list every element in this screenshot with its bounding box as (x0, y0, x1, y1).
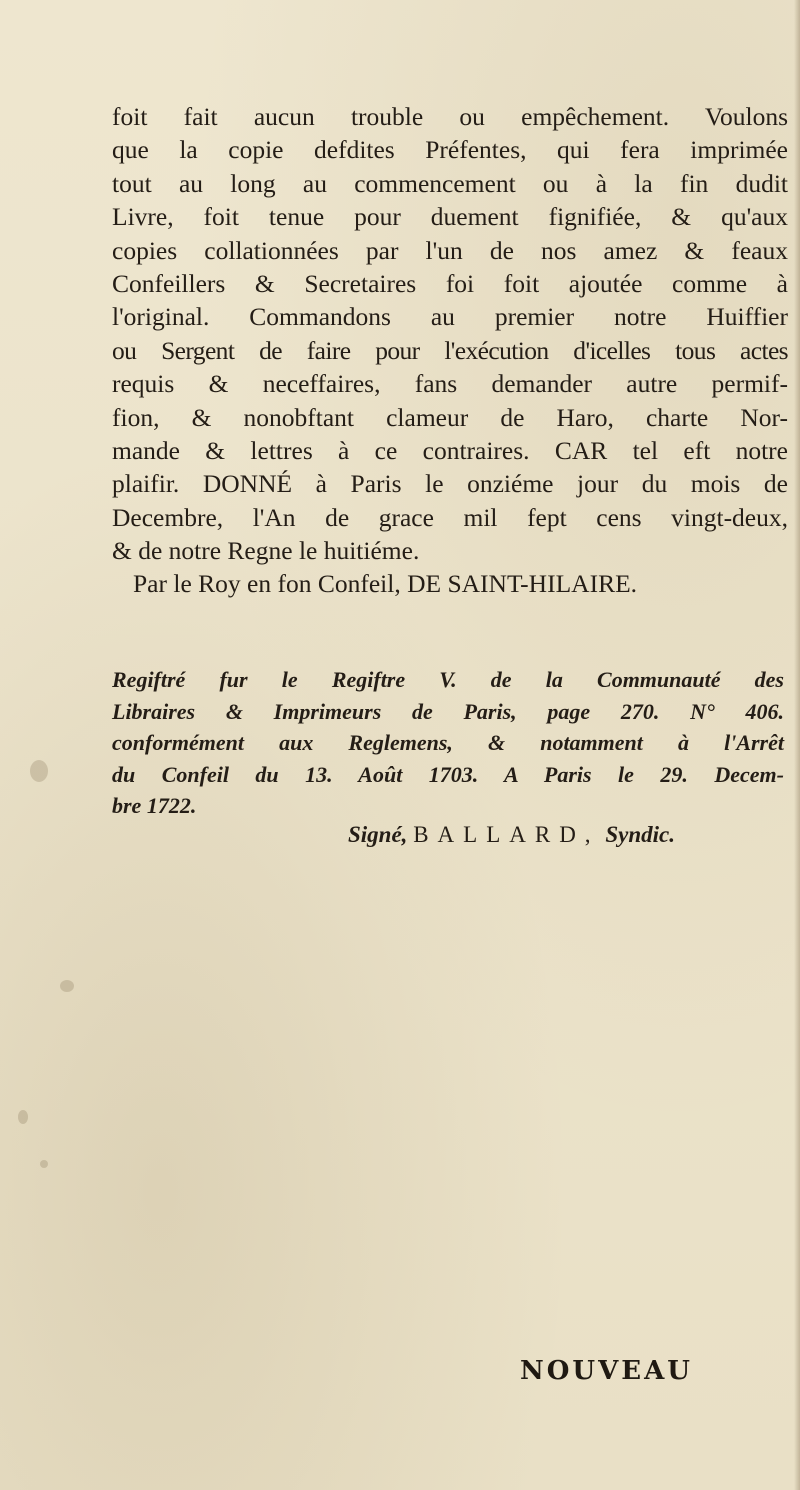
text-line: fion, & nonobftant clameur de Haro, charte Nor- (112, 402, 788, 432)
royal-signature-line: Par le Roy en fon Confeil, DE SAINT-HILAIRE. (133, 569, 638, 599)
syndic-signature (348, 820, 675, 850)
text-line: ou Sergent de faire pour l'exécution d'icelles tous actes (112, 335, 788, 365)
registration-line: du Confeil du 13. Août 1703. A Paris le 29. Decem- (112, 761, 784, 787)
registration-line: Libraires & Imprimeurs de Paris, page 270. N° 406. (112, 698, 784, 724)
text-line: tout au long au commencement ou à la fin dudit (112, 168, 788, 198)
syndic-title: Syndic. (605, 822, 675, 847)
royal-privilege-text (112, 100, 788, 601)
text-line: l'original. Commandons au premier notre Huiffier (112, 302, 788, 332)
text-line: que la copie defdites Préfentes, qui fera imprimée (112, 135, 788, 165)
registration-notice (112, 664, 784, 822)
text-line: requis & neceffaires, fans demander autre permif- (112, 369, 788, 399)
text-line: plaifir. DONNÉ à Paris le onziéme jour du mois de (112, 469, 788, 499)
foxing-stain (30, 760, 48, 782)
text-line: Livre, foit tenue pour duement fignifiée, & qu'aux (112, 202, 788, 232)
foxing-stain (18, 1110, 28, 1124)
registration-line: Regiftré fur le Regiftre V. de la Communauté des (112, 667, 784, 692)
text-line: Confeillers & Secretaires foi foit ajoutée comme à (112, 268, 788, 298)
signed-label: Signé, (348, 822, 408, 847)
foxing-stain (60, 980, 74, 992)
text-line: copies collationnées par l'un de nos amez & feaux (112, 235, 788, 265)
text-line: & de notre Regne le huitiéme. (112, 536, 420, 566)
page-edge-shadow (794, 0, 800, 1490)
registration-line: bre 1722. (112, 793, 197, 819)
catchword: NOUVEAU (520, 1356, 693, 1386)
text-line: Decembre, l'An de grace mil fept cens vingt-deux, (112, 502, 788, 532)
syndic-name: BALLARD, (413, 822, 600, 847)
foxing-stain (40, 1160, 48, 1168)
text-line: foit fait aucun trouble ou empêchement. Voulons (112, 102, 788, 131)
registration-line: conformément aux Reglemens, & notamment à l'Arrêt (112, 730, 784, 756)
text-line: mande & lettres à ce contraires. CAR tel eft notre (112, 435, 788, 465)
